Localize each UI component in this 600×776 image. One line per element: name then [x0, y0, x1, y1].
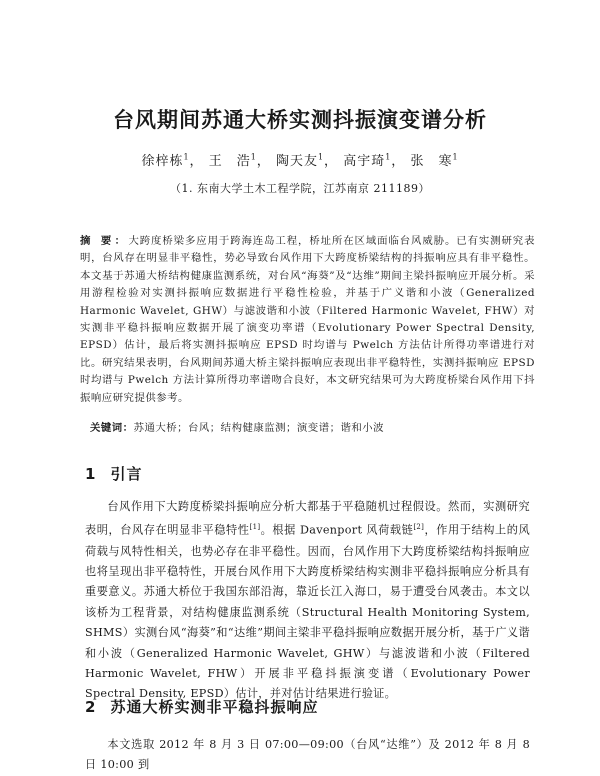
body-paragraph: 本文选取 2012 年 8 月 3 日 07:00—09:00（台风“达维”）及 2012 年 8 月 8 日 10:00 到 [85, 738, 530, 772]
body-paragraph: 台风作用下大跨度桥梁抖振响应分析大都基于平稳随机过程假设。然而，实测研究表明，台风存在明显非平稳特性[1]。根据 Davenport 风荷载链[2]，作用于结构上的风荷载与风特性相关，也势必存在非平稳性。因而，台风作用下大跨度桥梁结构抖振响应也将呈现出非平稳特性，开展台风作用下大跨度桥梁结构实测非平稳抖振响应分析具有重要意义。苏通大桥位于我国东部沿海，靠近长江入海口，易于遭受台风袭击。本文以该桥为工程背景，对结构健康监测系统（Structural Health Monitoring System, SHMS）实测台风“海葵”和“达维”期间主梁非平稳抖振响应数据开展分析，基于广义谐和小波（Generalized Harmonic Wavelet, GHW）与滤波谐和小波（Filtered Harmonic Wavelet, FHW）开展非平稳抖振演变谱（Evolutionary Power Spectral Density, EPSD）估计，并对估计结果进行验证。 [85, 500, 530, 701]
section-heading [85, 463, 142, 484]
section-number: 1 [85, 465, 97, 483]
citation-ref: [1] [249, 523, 261, 532]
abstract-text: 大跨度桥梁多应用于跨海连岛工程，桥址所在区域面临台风威胁。已有实测研究表明，台风存在明显非平稳性，势必导致台风作用下大跨度桥梁结构的抖振响应具有非平稳性。本文基于苏通大桥结构健康监测系统，对台风“海葵”及“达维”期间主梁抖振响应开展分析。采用游程检验对实测抖振响应数据进行平稳性检验，并基于广义谐和小波（Generalized Harmonic Wavelet, GHW）与滤波谐和小波（Filtered Harmonic Wavelet, FHW）对实测非平稳抖振响应数据开展了演变功率谱（Evolutionary Power Spectral Density, EPSD）估计，最后将实测抖振响应 EPSD 时均谱与 Pwelch 方法估计所得功率谱进行对比。研究结果表明，台风期间苏通大桥主梁抖振响应表现出非平稳特性，实测抖振响应 EPSD 时均谱与 Pwelch 方法计算所得功率谱吻合良好，本文研究结果可为大跨度桥梁台风作用下抖振响应研究提供参考。 [80, 235, 535, 404]
author: 高宇琦$^1$ [343, 152, 392, 169]
abstract-label: 摘 要： [80, 235, 129, 247]
author-list: 徐梓栋$^1$， 王 浩$^1$， 陶天友$^1$， 高宇琦$^1$， 张 寒$^1$ [141, 152, 459, 169]
keywords [90, 419, 535, 434]
affiliation: （1. 东南大学土木工程学院，江苏南京 211189） [170, 182, 430, 195]
keywords-text: 苏通大桥；台风；结构健康监测；演变谱；谐和小波 [133, 422, 385, 434]
section-title: 苏通大桥实测非平稳抖振响应 [110, 698, 319, 716]
paper-title: 台风期间苏通大桥实测抖振演变谱分析 [113, 108, 487, 132]
section-heading [85, 696, 318, 717]
author: 陶天友$^1$ [275, 152, 325, 169]
author: 张 寒$^1$ [410, 152, 459, 169]
citation-ref: [2] [413, 523, 425, 532]
section-number: 2 [85, 698, 97, 716]
author: 王 浩$^1$ [208, 152, 257, 169]
author: 徐梓栋$^1$ [141, 152, 190, 169]
abstract [80, 233, 535, 407]
section-title: 引言 [110, 465, 143, 483]
keywords-label: 关键词： [90, 422, 134, 434]
